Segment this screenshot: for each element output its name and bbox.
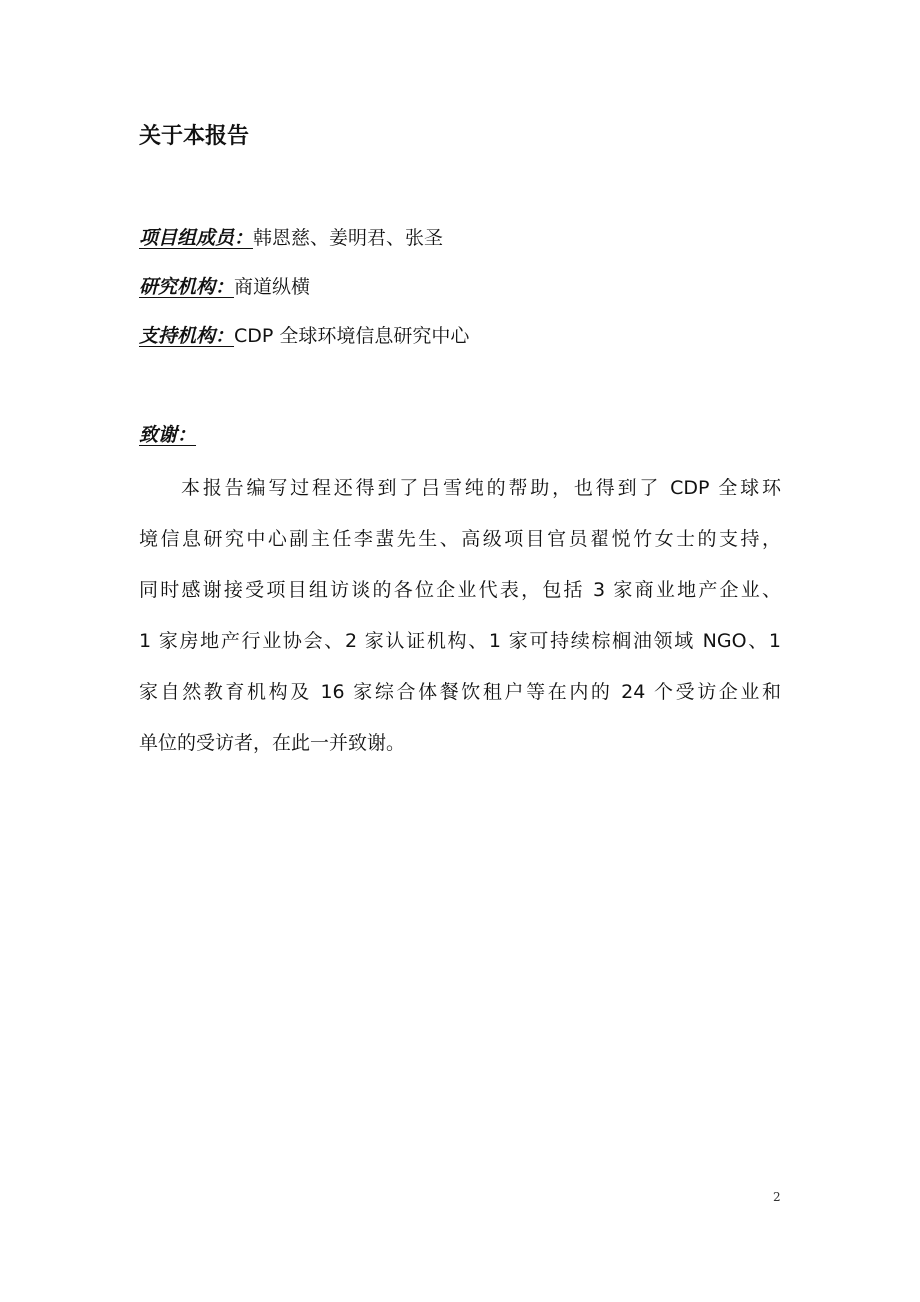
info-line-members [139,223,443,253]
info-label-support-org: 支持机构： [139,325,235,347]
acknowledgement-line-2: 境信息研究中心副主任李蜚先生、高级项目官员翟悦竹女士的支持， [139,528,781,550]
info-value-research-org: 商道纵横 [234,276,311,298]
info-line-research-org [139,272,310,302]
acknowledgement-line-3: 同时感谢接受项目组访谈的各位企业代表，包括 3 家商业地产企业、 [139,579,781,601]
page-number: 2 [773,1190,781,1204]
acknowledgement-line-5: 家自然教育机构及 16 家综合体餐饮租户等在内的 24 个受访企业和 [139,681,781,703]
acknowledgement-line-6: 单位的受访者，在此一并致谢。 [139,732,406,754]
acknowledgement-heading: 致谢： [139,424,197,446]
info-label-members: 项目组成员： [139,227,254,249]
info-value-support-org: CDP 全球环境信息研究中心 [234,325,470,347]
info-value-members: 韩恩慈、姜明君、张圣 [253,227,444,249]
acknowledgement-line-1: 本报告编写过程还得到了吕雪纯的帮助，也得到了 CDP 全球环 [181,477,781,499]
info-label-research-org: 研究机构： [139,276,235,298]
info-line-support-org [139,321,469,351]
acknowledgement-line-4: 1 家房地产行业协会、2 家认证机构、1 家可持续棕榈油领域 NGO、1 [139,630,781,652]
report-title: 关于本报告 [139,124,250,149]
